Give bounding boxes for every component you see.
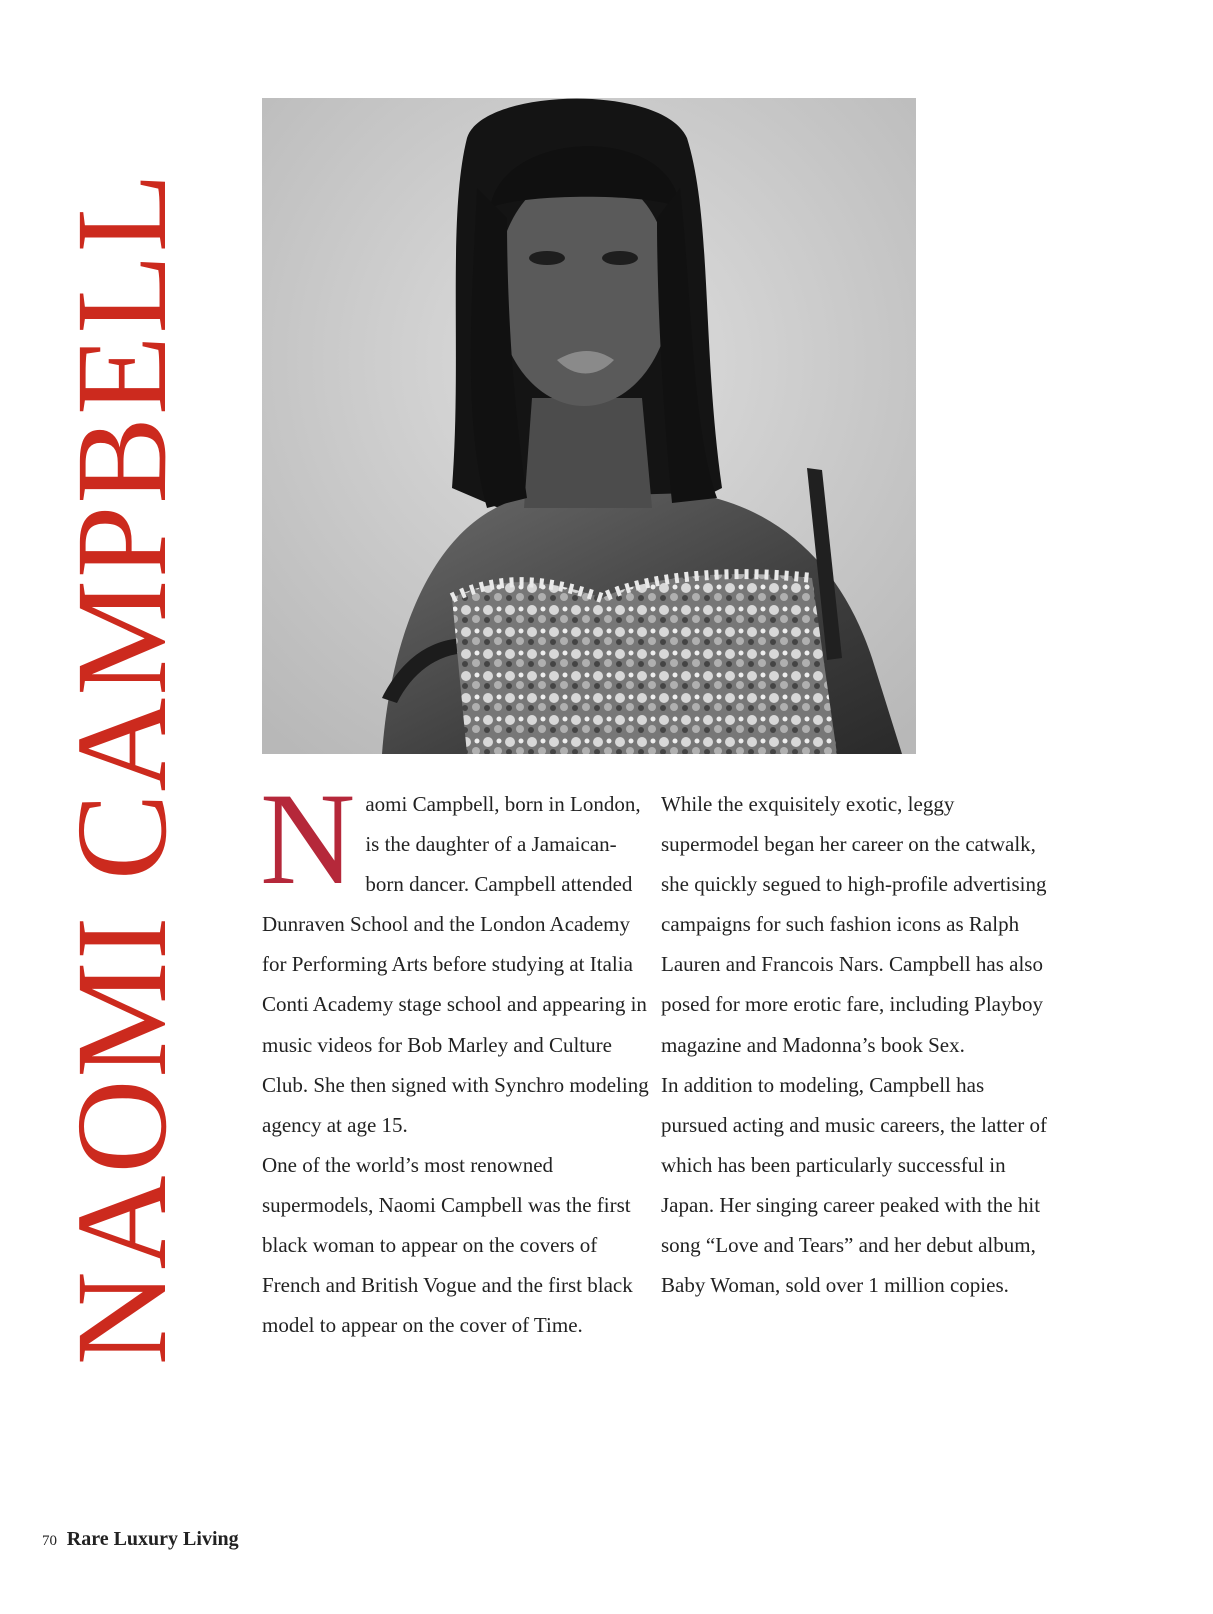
article-paragraph-3: While the exquisitely exotic, leggy supermodel began her career on the catwalk, she quickly segued to high-profile advertising campaigns for such fashion icons as Ralph Lauren and Francois Nars. Campbell has also posed for more erotic fare, including Playboy magazine and Madonna’s book Sex. (661, 792, 1047, 1057)
article-column-left (260, 765, 652, 1345)
page-footer (42, 1528, 239, 1551)
magazine-name: Rare Luxury Living (66, 1528, 239, 1550)
portrait-photo (262, 98, 916, 754)
page-title-text: NAOMI CAMPBELL (50, 170, 194, 1366)
article-paragraph-4: In addition to modeling, Campbell has pursued acting and music careers, the latter of which has been particularly successful in Japan. Her singing career peaked with the hit song “Love and Tears” and her debut album, Baby Woman, sold over 1 million copies. (661, 1072, 1048, 1298)
vertical-page-title (50, 58, 194, 1478)
portrait-illustration (262, 98, 916, 754)
dropcap-letter: N (260, 765, 356, 912)
article-column-right (661, 784, 1051, 1305)
article-paragraph-2: One of the world’s most renowned supermodels, Naomi Campbell was the first black woman to appear on the covers of French and British Vogue and the first black model to appear on the cover of Time. (262, 1152, 633, 1338)
article-paragraph-1 (260, 765, 652, 1145)
paragraph-1-text: aomi Campbell, born in London, is the daughter of a Jamaican-born dancer. Campbell attended Dunraven School and the London Academy for Performing Arts before studying at Italia Conti Academy stage school and appearing in music videos for Bob Marley and Culture Club. She then signed with Synchro modeling agency at age 15. (262, 792, 649, 1137)
page-number: 70 (42, 1533, 57, 1549)
